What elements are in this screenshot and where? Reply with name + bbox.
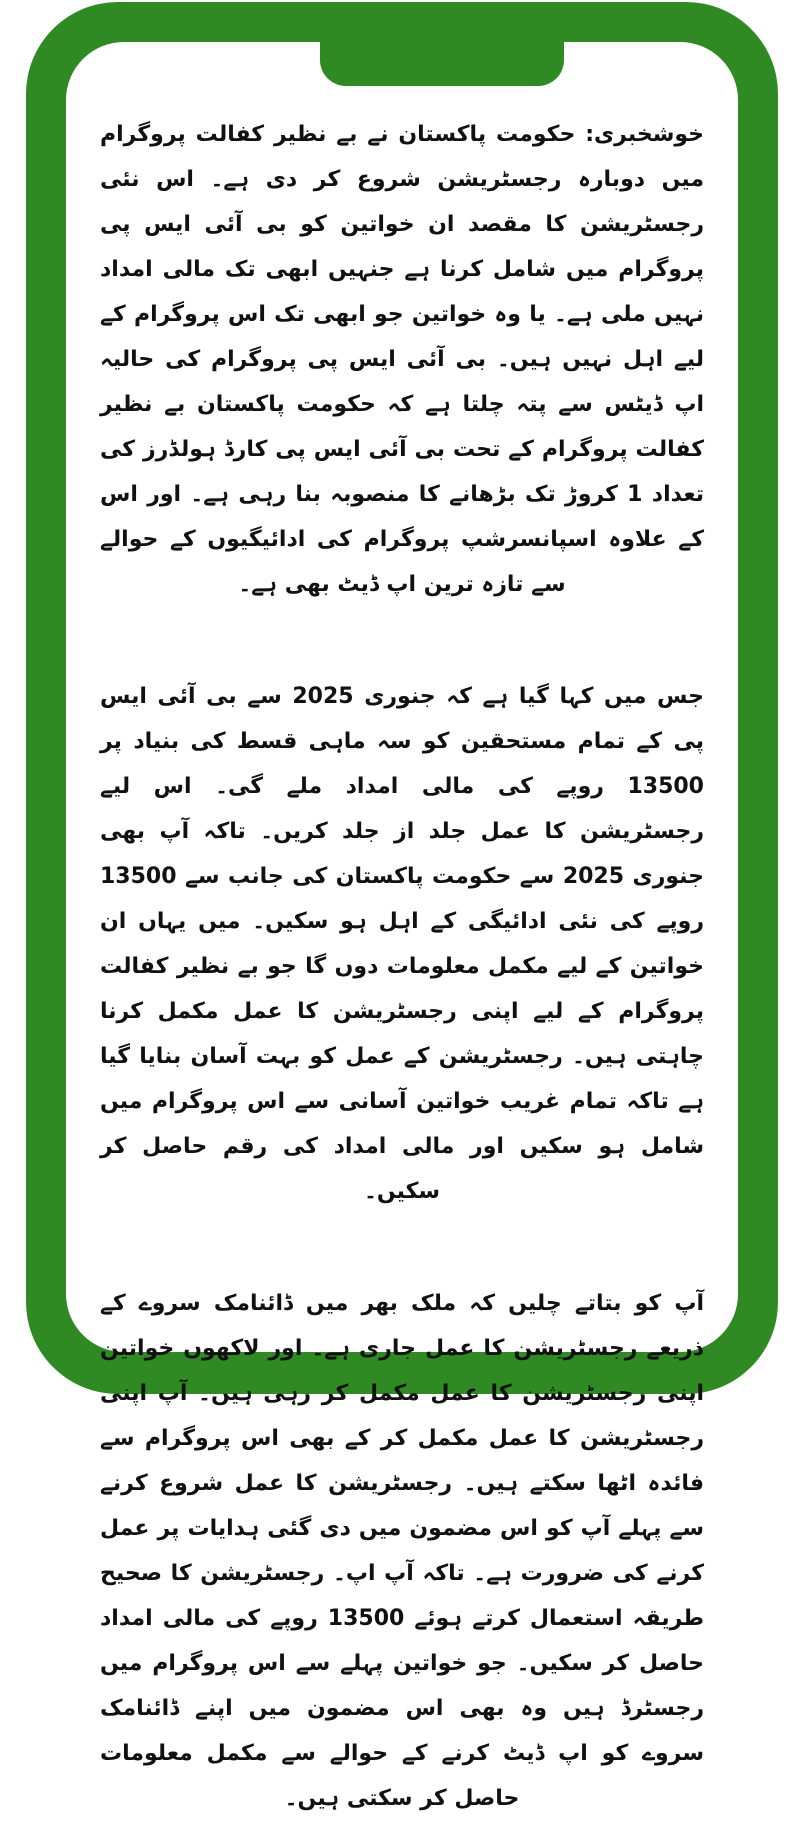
phone-notch [320,38,564,86]
phone-frame [26,2,778,1811]
article-paragraph-2: جس میں کہا گیا ہے کہ جنوری 2025 سے بی آئی ایس پی کے تمام مستحقین کو سہ ماہی قسط کی بنیاد پر 13500 روپے کی مالی امداد ملے گی۔ اس لیے رجسٹریشن کا عمل جلد از جلد کریں۔ تاکہ آپ بھی جنوری 2025 سے حکومت پاکستان کی جانب سے 13500 روپے کی نئی ادائیگی کے اہل ہو سکیں۔ میں یہاں ان خواتین کے لیے مکمل معلومات دوں گا جو بے نظیر کفالت پروگرام کے لیے اپنی رجسٹریشن کا عمل مکمل کرنا چاہتی ہیں۔ رجسٹریشن کے عمل کو بہت آسان بنایا گیا ہے تاکہ تمام غریب خواتین آسانی سے اس پروگرام میں شامل ہو سکیں اور مالی امداد کی رقم حاصل کر سکیں۔ [100,684,705,1204]
article-body [100,112,705,1811]
phone-screen [66,42,738,1811]
article-paragraph-3: آپ کو بتاتے چلیں کہ ملک بھر میں ڈائنامک سروے کے ذریعے رجسٹریشن کا عمل جاری ہے۔ اور لاکھوں خواتین اپنی رجسٹریشن کا عمل مکمل کر رہی ہیں۔ آپ اپنی رجسٹریشن کا عمل مکمل کر کے بھی اس پروگرام سے فائدہ اٹھا سکتے ہیں۔ رجسٹریشن کا عمل شروع کرنے سے پہلے آپ کو اس مضمون میں دی گئی ہدایات پر عمل کرنے کی ضرورت ہے۔ تاکہ آپ اپ۔ رجسٹریشن کا صحیح طریقہ استعمال کرتے ہوئے 13500 روپے کی مالی امداد حاصل کر سکیں۔ جو خواتین پہلے سے اس پروگرام میں رجسٹرڈ ہیں وہ بھی اس مضمون میں اپنے ڈائنامک سروے کو اپ ڈیٹ کرنے کے حوالے سے مکمل معلومات حاصل کر سکتی ہیں۔ [100,1291,704,1811]
article-paragraph-1: خوشخبری: حکومت پاکستان نے بے نظیر کفالت پروگرام میں دوبارہ رجسٹریشن شروع کر دی ہے۔ اس نئی رجسٹریشن کا مقصد ان خواتین کو بی آئی ایس پی پروگرام میں شامل کرنا ہے جنہیں ابھی تک مالی امداد نہیں ملی ہے۔ یا وہ خواتین جو ابھی تک اس پروگرام کے لیے اہل نہیں ہیں۔ بی آئی ایس پی پروگرام کی حالیہ اپ ڈیٹس سے پتہ چلتا ہے کہ حکومت پاکستان بے نظیر کفالت پروگرام کے تحت بی آئی ایس پی کارڈ ہولڈرز کی تعداد 1 کروڑ تک بڑھانے کا منصوبہ بنا رہی ہے۔ اور اس کے علاوہ اسپانسرشپ پروگرام کی ادائیگیوں کے حوالے سے تازہ ترین اپ ڈیٹ بھی ہے۔ [100,122,704,597]
